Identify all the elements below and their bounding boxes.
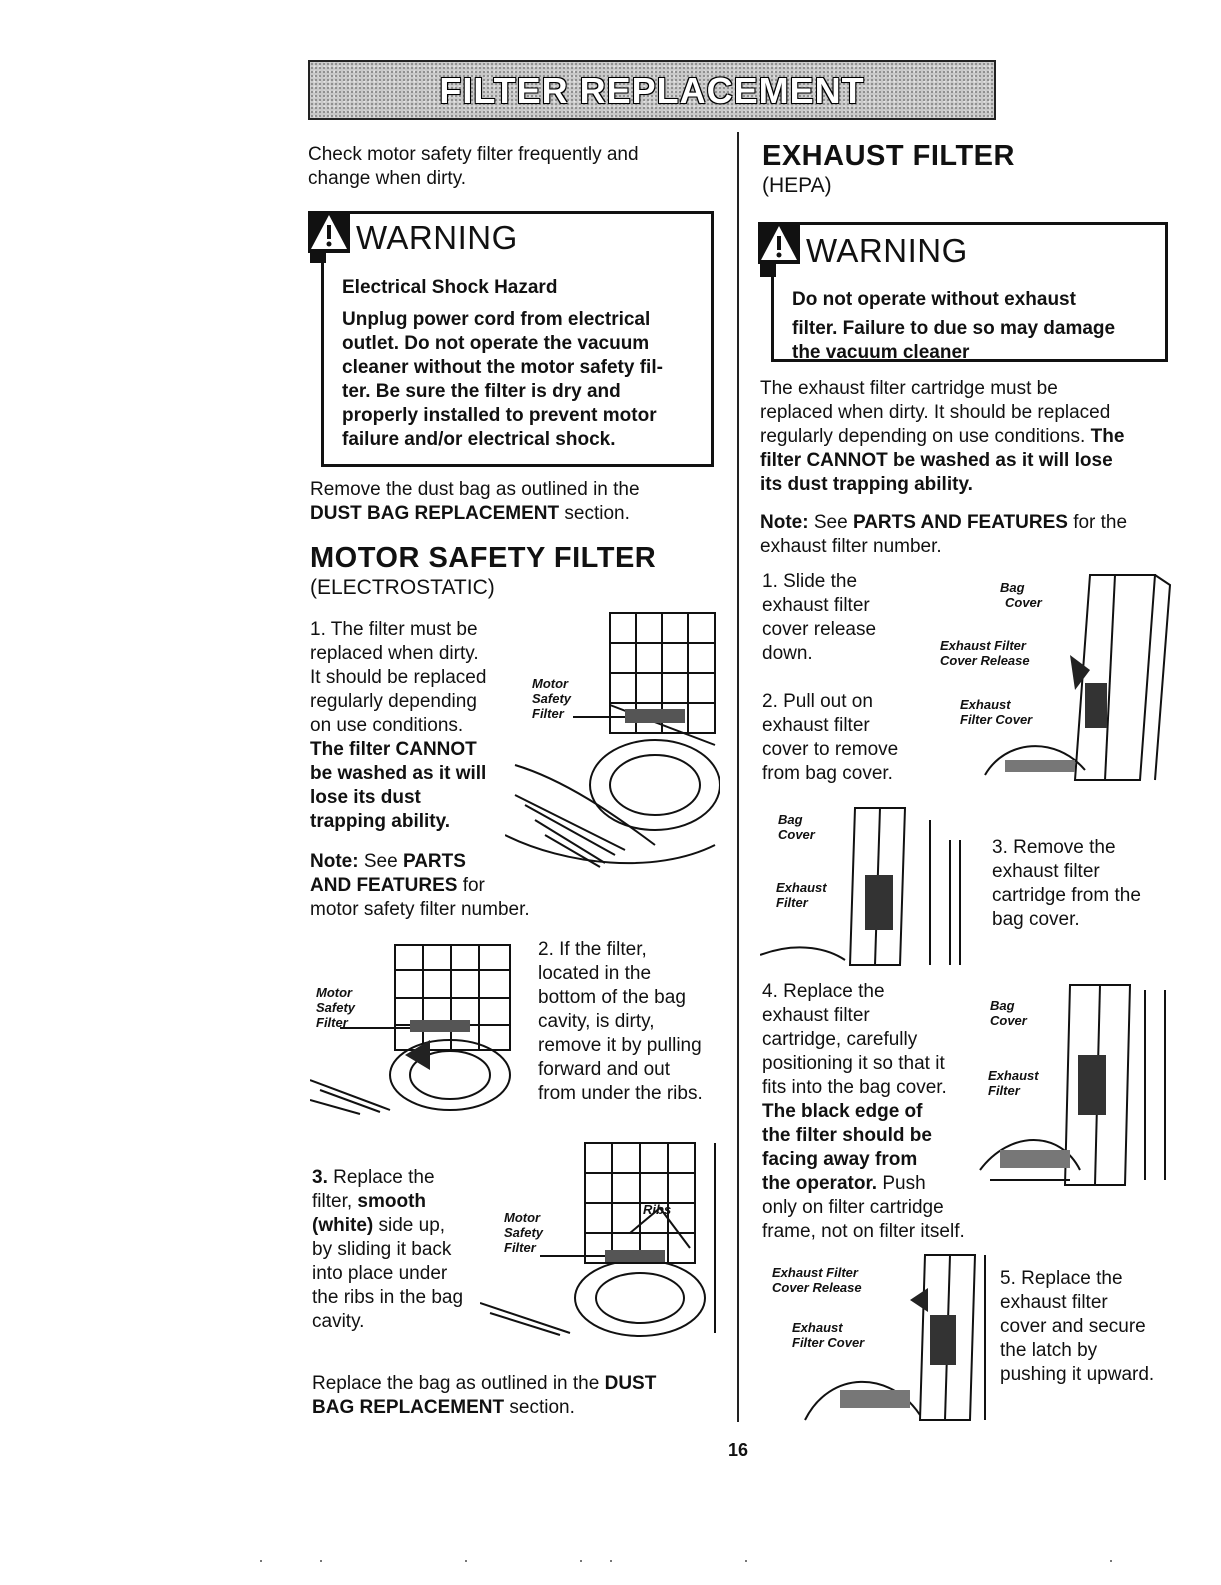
warning-line: Unplug power cord from electrical bbox=[342, 309, 651, 330]
exhaust-filter-label-b bbox=[776, 880, 827, 910]
note-parts-ref: PARTS bbox=[402, 851, 466, 872]
label-exhaust: Exhaust bbox=[988, 1068, 1039, 1083]
step-line: cover and secure bbox=[1000, 1316, 1146, 1337]
step-line: filter, bbox=[312, 1191, 358, 1212]
exhaust-filter-label-c bbox=[988, 1068, 1039, 1098]
label-cover: Cover bbox=[778, 827, 815, 842]
label-safety: Safety bbox=[504, 1225, 544, 1240]
step-line-bold: trapping ability. bbox=[310, 811, 451, 832]
note-last-line: motor safety filter number. bbox=[310, 899, 530, 920]
warning-subtitle: Electrical Shock Hazard bbox=[342, 277, 558, 298]
step-line: 2. If the filter, bbox=[538, 939, 647, 960]
exhaust-paragraph bbox=[760, 377, 1124, 497]
replace-bag-text bbox=[312, 1372, 656, 1420]
step-line: exhaust filter bbox=[762, 595, 870, 616]
label-motor: Motor bbox=[532, 676, 569, 691]
para-line: replaced when dirty. It should be replaced bbox=[760, 402, 1111, 423]
label-filter: Filter bbox=[988, 1083, 1020, 1098]
step-line: exhaust filter bbox=[762, 1005, 870, 1026]
motor-safety-filter-title: MOTOR SAFETY FILTER bbox=[310, 542, 657, 574]
step-line: cavity. bbox=[312, 1311, 365, 1332]
scan-speck bbox=[1110, 1560, 1112, 1562]
label-exhaust: Exhaust bbox=[776, 880, 827, 895]
warning-line: ter. Be sure the filter is dry and bbox=[342, 381, 621, 402]
step-line: regularly depending bbox=[310, 691, 477, 712]
step-line: Push bbox=[877, 1173, 926, 1194]
para-bold-line: filter CANNOT be washed as it will lose bbox=[760, 450, 1113, 471]
step-line: located in the bbox=[538, 963, 652, 984]
step-line: the ribs in the bag bbox=[312, 1287, 464, 1308]
step-bold-line: The black edge of bbox=[762, 1101, 923, 1122]
label-filter: Filter bbox=[504, 1240, 536, 1255]
remove-bag-line: Remove the dust bag as outlined in the bbox=[310, 479, 640, 500]
exhaust-step-2 bbox=[762, 690, 898, 786]
label-cover: Cover bbox=[1005, 595, 1042, 610]
intro-line: Check motor safety filter frequently and bbox=[308, 144, 639, 165]
bag-replacement-ref: BAG REPLACEMENT bbox=[312, 1397, 505, 1418]
label-filter: Filter bbox=[316, 1015, 348, 1030]
step-line-bold: be washed as it will bbox=[310, 763, 487, 784]
warning-line: outlet. Do not operate the vacuum bbox=[342, 333, 650, 354]
step-bold-line: facing away from bbox=[762, 1149, 918, 1170]
replace-bag-line-end: section. bbox=[504, 1397, 575, 1418]
step-line: 4. Replace the bbox=[762, 981, 885, 1002]
motor-step-1 bbox=[310, 618, 486, 834]
column-divider bbox=[737, 132, 739, 1422]
remove-bag-line-end: section. bbox=[559, 503, 630, 524]
step-line: fits into the bag cover. bbox=[762, 1077, 947, 1098]
dust-bag-replacement-ref: DUST BAG REPLACEMENT bbox=[310, 503, 560, 524]
step-line: forward and out bbox=[538, 1059, 671, 1080]
step-line: cartridge from the bbox=[992, 885, 1141, 906]
bag-cover-label-b bbox=[778, 812, 815, 842]
scan-speck bbox=[745, 1560, 747, 1562]
note-features-ref: AND FEATURES bbox=[310, 875, 458, 896]
exhaust-filter-subtitle: (HEPA) bbox=[762, 174, 832, 197]
warning-line: cleaner without the motor safety fil- bbox=[342, 357, 663, 378]
exhaust-note bbox=[760, 511, 1127, 559]
page-number: 16 bbox=[728, 1440, 749, 1460]
label-exhaust: Exhaust bbox=[960, 697, 1011, 712]
step-line: cover to remove bbox=[762, 739, 899, 760]
step-line: bag cover. bbox=[992, 909, 1080, 930]
exhaust-step-4 bbox=[762, 980, 965, 1244]
warning-title: WARNING bbox=[806, 232, 968, 269]
replace-bag-line: Replace the bag as outlined in the bbox=[312, 1373, 605, 1394]
motor-safety-filter-subtitle: (ELECTROSTATIC) bbox=[310, 576, 495, 599]
exhaust-filter-title: EXHAUST FILTER bbox=[762, 140, 1015, 172]
ribs-label: Ribs bbox=[643, 1202, 672, 1217]
warning-body bbox=[342, 308, 663, 452]
step-line: the latch by bbox=[1000, 1340, 1098, 1361]
note-see: See bbox=[808, 512, 853, 533]
bag-cover-label-a bbox=[1000, 580, 1042, 610]
note-see: See bbox=[358, 851, 403, 872]
cover-release-label-d bbox=[772, 1265, 862, 1295]
exhaust-step-1 bbox=[762, 570, 876, 666]
label-cover-release: Cover Release bbox=[940, 653, 1030, 668]
para-bold: The bbox=[1090, 426, 1125, 447]
step-line: cavity, is dirty, bbox=[538, 1011, 655, 1032]
step-bold: the operator. bbox=[762, 1173, 878, 1194]
step-line: Replace the bbox=[327, 1167, 435, 1188]
scan-speck bbox=[320, 1560, 322, 1562]
dust-ref: DUST bbox=[604, 1373, 657, 1394]
parts-features-ref: PARTS AND FEATURES bbox=[852, 512, 1068, 533]
step-line: 5. Replace the bbox=[1000, 1268, 1123, 1289]
label-cover-release: Cover Release bbox=[772, 1280, 862, 1295]
step-line: positioning it so that it bbox=[762, 1053, 945, 1074]
note-line: exhaust filter number. bbox=[760, 536, 942, 557]
step-line-bold: lose its dust bbox=[310, 787, 421, 808]
label-safety: Safety bbox=[532, 691, 572, 706]
motor-filter-illustration-1 bbox=[505, 605, 720, 875]
scan-speck bbox=[465, 1560, 467, 1562]
warning-line: the vacuum cleaner bbox=[792, 342, 970, 363]
warning-line: failure and/or electrical shock. bbox=[342, 429, 616, 450]
step-bold: smooth bbox=[357, 1191, 427, 1212]
label-exhaust: Exhaust bbox=[792, 1320, 843, 1335]
step-line: 1. The filter must be bbox=[310, 619, 478, 640]
motor-step-3 bbox=[312, 1166, 463, 1334]
step-line: from bag cover. bbox=[762, 763, 893, 784]
step-line: exhaust filter bbox=[992, 861, 1100, 882]
label-motor: Motor bbox=[316, 985, 353, 1000]
banner-title: FILTER REPLACEMENT bbox=[439, 70, 865, 111]
step-line: from under the ribs. bbox=[538, 1083, 703, 1104]
warning-title: WARNING bbox=[356, 219, 518, 256]
note-rest: for the bbox=[1067, 512, 1128, 533]
motor-step-2 bbox=[538, 938, 703, 1106]
step-line: cover release bbox=[762, 619, 877, 640]
exhaust-step-5 bbox=[1000, 1267, 1154, 1387]
intro-text bbox=[308, 143, 639, 191]
step-line: cartridge, carefully bbox=[762, 1029, 918, 1050]
para-bold-line: its dust trapping ability. bbox=[760, 474, 973, 495]
step-number: 3. bbox=[312, 1167, 328, 1188]
exhaust-illustration-a bbox=[925, 565, 1175, 790]
para-line: regularly depending on use conditions. bbox=[760, 426, 1091, 447]
warning-triangle-icon bbox=[758, 222, 800, 264]
step-line-bold: The filter CANNOT bbox=[310, 739, 477, 760]
step-line: remove it by pulling bbox=[538, 1035, 702, 1056]
step-line: on use conditions. bbox=[310, 715, 464, 736]
scan-speck bbox=[260, 1560, 262, 1562]
label-bag: Bag bbox=[1000, 580, 1025, 595]
scan-speck bbox=[580, 1560, 582, 1562]
section-banner bbox=[308, 60, 996, 120]
step-line: pushing it upward. bbox=[1000, 1364, 1155, 1385]
step-line: down. bbox=[762, 643, 813, 664]
para-line: The exhaust filter cartridge must be bbox=[760, 378, 1058, 399]
step-line: 1. Slide the bbox=[762, 571, 858, 592]
step-line: by sliding it back bbox=[312, 1239, 452, 1260]
step-line: bottom of the bag bbox=[538, 987, 686, 1008]
exhaust-filter-cover-label-a bbox=[960, 697, 1032, 727]
step-bold-line: the filter should be bbox=[762, 1125, 932, 1146]
step-line: exhaust filter bbox=[762, 715, 870, 736]
motor-label-2 bbox=[316, 985, 355, 1030]
bag-cover-label-c bbox=[990, 998, 1027, 1028]
intro-line: change when dirty. bbox=[308, 168, 467, 189]
label-bag: Bag bbox=[778, 812, 803, 827]
step-line: only on filter cartridge bbox=[762, 1197, 944, 1218]
scan-speck bbox=[610, 1560, 612, 1562]
step-line: replaced when dirty. bbox=[310, 643, 479, 664]
step-line: side up, bbox=[373, 1215, 446, 1236]
label-safety: Safety bbox=[316, 1000, 356, 1015]
label-cover: Cover bbox=[990, 1013, 1027, 1028]
warning-triangle-icon bbox=[308, 211, 350, 253]
step-line: frame, not on filter itself. bbox=[762, 1221, 965, 1242]
step-line: 2. Pull out on bbox=[762, 691, 873, 712]
label-filter: Filter bbox=[532, 706, 564, 721]
motor-label-1 bbox=[532, 676, 571, 721]
step-line: into place under bbox=[312, 1263, 448, 1284]
warning-body bbox=[792, 288, 1115, 365]
label-filter: Filter bbox=[776, 895, 808, 910]
warning-line: Do not operate without exhaust bbox=[792, 289, 1076, 310]
note-label: Note: bbox=[310, 851, 359, 872]
step-line: exhaust filter bbox=[1000, 1292, 1108, 1313]
note-label: Note: bbox=[760, 512, 809, 533]
step-line: 3. Remove the bbox=[992, 837, 1116, 858]
label-motor: Motor bbox=[504, 1210, 541, 1225]
exhaust-filter-cover-label-d bbox=[792, 1320, 864, 1350]
label-bag: Bag bbox=[990, 998, 1015, 1013]
cover-release-label-a bbox=[940, 638, 1030, 668]
label-exhaust-filter: Exhaust Filter bbox=[772, 1265, 858, 1280]
label-filter-cover: Filter Cover bbox=[960, 712, 1033, 727]
warning-line: properly installed to prevent motor bbox=[342, 405, 657, 426]
motor-note bbox=[310, 850, 530, 922]
exhaust-step-3 bbox=[992, 836, 1141, 932]
step-bold: (white) bbox=[312, 1215, 374, 1236]
motor-label-3 bbox=[504, 1210, 543, 1255]
note-for: for bbox=[457, 875, 485, 896]
remove-bag-text bbox=[310, 478, 640, 526]
step-line: It should be replaced bbox=[310, 667, 487, 688]
label-filter-cover: Filter Cover bbox=[792, 1335, 865, 1350]
warning-line: filter. Failure to due so may damage bbox=[792, 318, 1116, 339]
label-exhaust-filter: Exhaust Filter bbox=[940, 638, 1026, 653]
